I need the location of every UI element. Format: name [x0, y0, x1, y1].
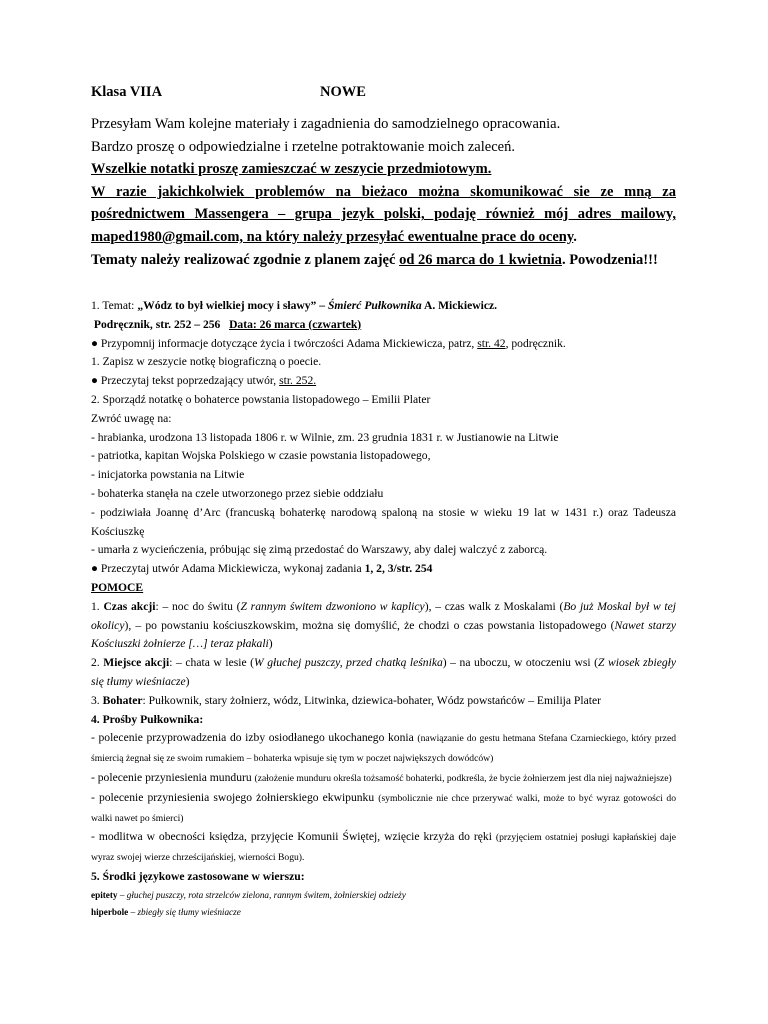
lesson-section: [91, 297, 676, 921]
contact-line: pośrednictwem Massengera – grupa jezyk polski, podaję również mój adres mailowy,: [91, 206, 676, 223]
intro-line: Przesyłam Wam kolejne materiały i zagadnienia do samodzielnego opracowania.: [91, 116, 561, 132]
request-item: - polecenie przyprowadzenia do izby osiodłanego ukochanego konia (nawiązanie do gestu hetmana Stefana Czarnieckiego, który przed śmiercią żegnał się ze swoim rumakiem – bohaterka wpisuje się tym w poczet największych dowódców): [91, 731, 676, 765]
list-item: - bohaterka stanęła na czele utworzonego przez siebie oddziału: [91, 486, 384, 500]
lesson-date: Data: 26 marca (czwartek): [229, 317, 362, 331]
aid-item: 2. Miejsce akcji: – chata w lesie (W głuchej puszczy, przed chatką leśnika) – na uboczu, w otoczeniu wsi (Z wiosek zbiegły się tłumy wieśniacze): [91, 656, 676, 688]
task-item: 1. Zapisz w zeszycie notkę biograficzną o poecie.: [91, 355, 322, 369]
request-item: - polecenie przyniesienia swojego żołnierskiego ekwipunku (symbolicznie nie chce przerywać walki, może to być wyraz gotowości do walki nawet po śmierci): [91, 790, 676, 824]
device-line: hiperbole – zbiegły się tłumy wieśniacze: [91, 906, 241, 917]
email-text: maped1980@gmail.com, na który należy przesyłać ewentualne prace do oceny: [91, 228, 574, 245]
task-item: ● Przypomnij informacje dotyczące życia i twórczości Adama Mickiewicza, patrz, str. 42, podręcznik.: [91, 336, 566, 350]
list-item: - umarła z wycieńczenia, próbując się zimą przedostać do Warszawy, aby dalej walczyć z zaborcą.: [91, 543, 548, 557]
task-item: Zwróć uwagę na:: [91, 411, 172, 425]
class-label: Klasa VIIA: [91, 84, 163, 100]
intro-section: [91, 113, 676, 271]
request-item: - polecenie przyniesienia munduru (założenie munduru określa tożsamość bohaterki, podkreśla, że bycie żołnierzem jest dla niej najważniejsze): [91, 770, 672, 784]
notes-instruction: Wszelkie notatki proszę zamieszczać w zeszycie przedmiotowym.: [91, 161, 492, 178]
intro-line: Bardzo proszę o odpowiedzialne i rzetelne potraktowanie moich zaleceń.: [91, 138, 515, 155]
aid-item: 5. Środki językowe zastosowane w wierszu:: [91, 869, 305, 883]
list-item: - patriotka, kapitan Wojska Polskiego w czasie powstania listopadowego,: [91, 449, 431, 463]
lesson-topic: 1. Temat: „Wódz to był wielkiej mocy i sławy” – Śmierć Pułkownika A. Mickiewicz.: [91, 299, 498, 312]
device-line: epitety – głuchej puszczy, rota strzelców zielona, rannym świtem, żołnierskiej odzieży: [91, 889, 406, 900]
aid-item: 4. Prośby Pułkownika:: [91, 712, 204, 726]
aids-heading: POMOCE: [91, 580, 144, 594]
list-item: - hrabianka, urodzona 13 listopada 1806 r. w Wilnie, zm. 23 grudnia 1831 r. w Justianowie na Litwie: [91, 430, 559, 444]
request-item: - modlitwa w obecności księdza, przyjęcie Komunii Świętej, wzięcie krzyża do ręki (przyjęciem ostatniej posługi kapłańskiej daje wyraz swojej wierze chrześcijańskiej, wierności Bogu).: [91, 830, 676, 864]
contact-line: W razie jakichkolwiek problemów na bieżaco można skomunikować sie ze mną za: [91, 183, 676, 200]
list-item: - inicjatorka powstania na Litwie: [91, 468, 245, 482]
aid-item: 1. Czas akcji: – noc do świtu (Z rannym świtem dzwoniono w kaplicy), – czas walk z Moskalami (Bo już Moskal był w tej okolicy), – po powstaniu kościuszkowskim, można się domyślić, że chodzi o czas powstania listopadowego (Nawet starzy Kościuszki żołnierze […] teraz płakali): [91, 599, 677, 651]
aid-item: 3. Bohater: Pułkownik, stary żołnierz, wódz, Litwinka, dziewica-bohater, Wódz powstańców – Emilija Plater: [91, 693, 601, 707]
schedule-line: Tematy należy realizować zgodnie z planem zajęć od 26 marca do 1 kwietnia. Powodzenia!!!: [91, 251, 658, 268]
textbook-line: Podręcznik, str. 252 – 256 Data: 26 marca (czwartek): [93, 317, 362, 331]
task-item: ● Przeczytaj utwór Adama Mickiewicza, wykonaj zadania 1, 2, 3/str. 254: [91, 562, 433, 576]
list-item: - podziwiała Joannę d’Arc (francuską bohaterkę narodową spaloną na stosie w wieku 19 lat w 1431 r.) oraz Tadeusza Kościuszkę: [91, 505, 676, 538]
task-item: ● Przeczytaj tekst poprzedzający utwór, str. 252.: [91, 374, 317, 388]
new-tag: NOWE: [320, 84, 366, 100]
date-range: od 26 marca do 1 kwietnia: [399, 251, 562, 268]
document-header: [91, 84, 676, 101]
contact-line: maped1980@gmail.com, na który należy przesyłać ewentualne prace do oceny.: [91, 228, 577, 245]
task-item: 2. Sporządź notatkę o bohaterce powstania listopadowego – Emilii Plater: [91, 392, 431, 406]
